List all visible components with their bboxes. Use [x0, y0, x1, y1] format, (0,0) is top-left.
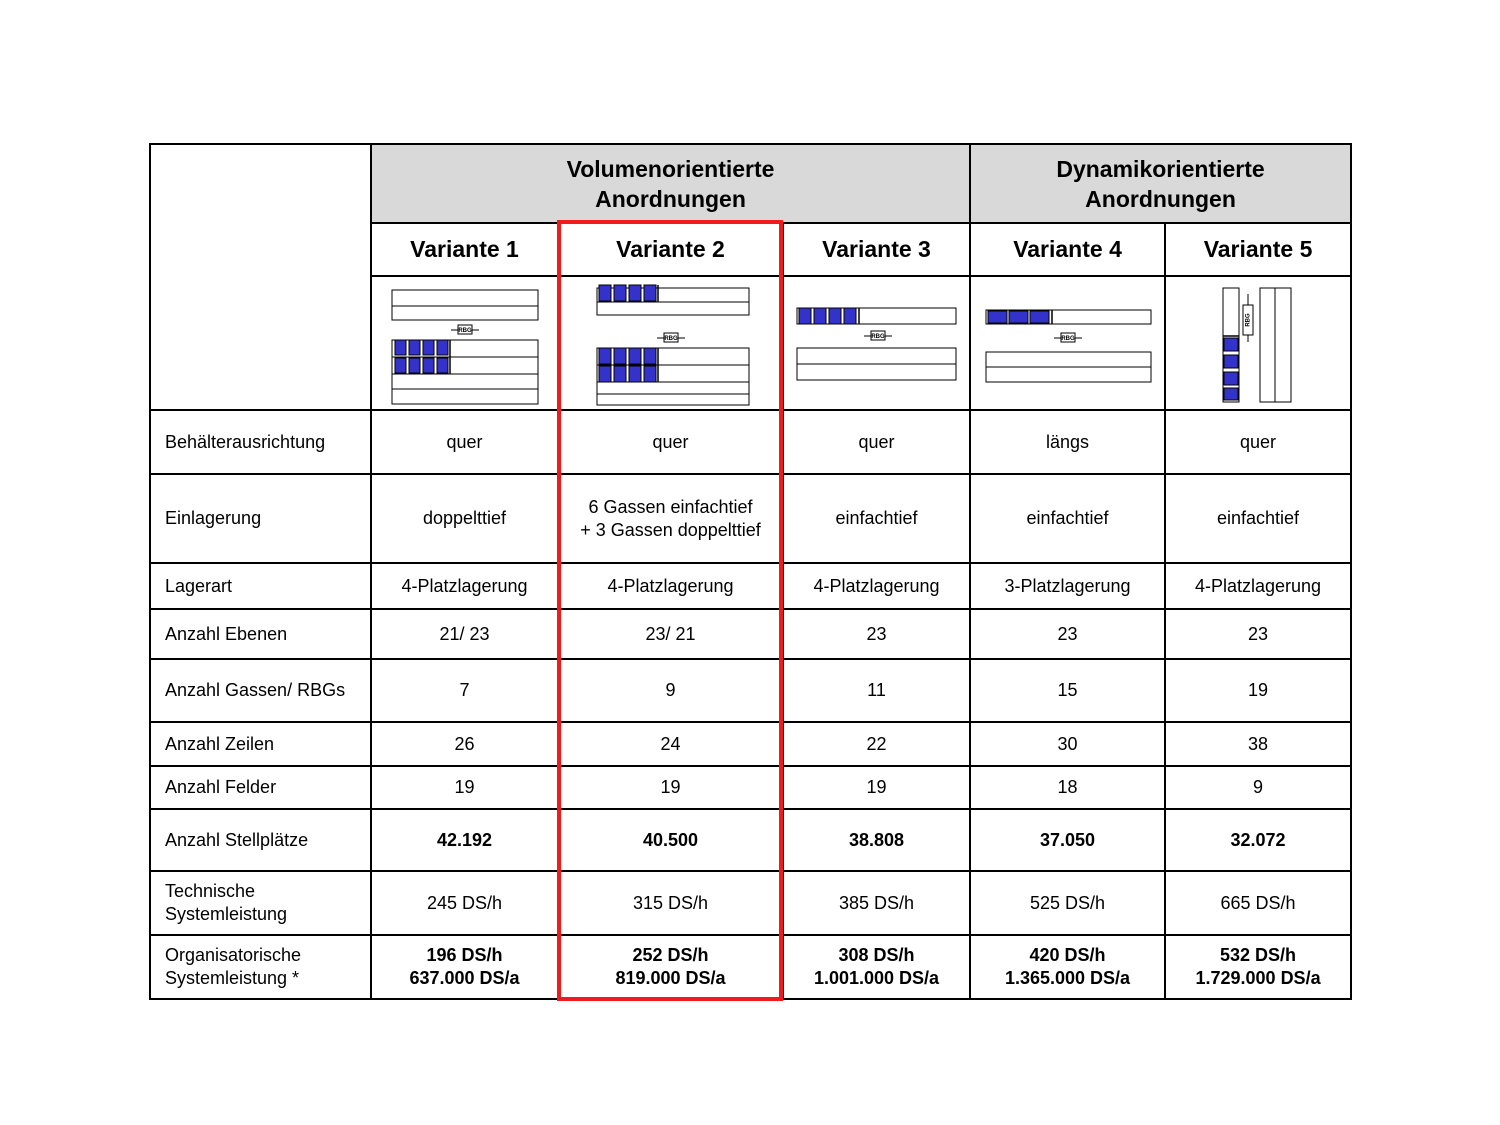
- row-label-behaelterausrichtung: Behälterausrichtung: [150, 410, 371, 474]
- cell-einlagerung-2: 6 Gassen einfachtief + 3 Gassen doppelttief: [558, 474, 783, 563]
- cell-anzahl-stellplaetze-4: 37.050: [970, 809, 1165, 871]
- cell-anzahl-zeilen-5: 38: [1165, 722, 1351, 766]
- cell-anzahl-gassen-3: 11: [783, 659, 970, 722]
- cell-anzahl-felder-2: 19: [558, 766, 783, 809]
- cell-organisatorische-systemleistung-4: 420 DS/h 1.365.000 DS/a: [970, 935, 1165, 999]
- cell-anzahl-stellplaetze-3: 38.808: [783, 809, 970, 871]
- row-label-anzahl-stellplaetze: Anzahl Stellplätze: [150, 809, 371, 871]
- cell-behaelterausrichtung-4: längs: [970, 410, 1165, 474]
- cell-anzahl-zeilen-3: 22: [783, 722, 970, 766]
- cell-anzahl-stellplaetze-2: 40.500: [558, 809, 783, 871]
- row-label-anzahl-zeilen: Anzahl Zeilen: [150, 722, 371, 766]
- cell-anzahl-ebenen-4: 23: [970, 609, 1165, 659]
- corner-cell: [150, 144, 371, 410]
- cell-anzahl-zeilen-4: 30: [970, 722, 1165, 766]
- rbg-label: RBG: [1060, 336, 1075, 342]
- cell-anzahl-ebenen-1: 21/ 23: [371, 609, 558, 659]
- cell-anzahl-ebenen-2: 23/ 21: [558, 609, 783, 659]
- row-label-anzahl-ebenen: Anzahl Ebenen: [150, 609, 371, 659]
- cell-einlagerung-5: einfachtief: [1165, 474, 1351, 563]
- row-label-anzahl-gassen: Anzahl Gassen/ RBGs: [150, 659, 371, 722]
- rack-layout-diagram-5: [1168, 280, 1348, 406]
- cell-lagerart-3: 4-Platzlagerung: [783, 563, 970, 609]
- comparison-table: [149, 143, 1352, 1000]
- layout-diagram-1: [371, 276, 558, 410]
- cell-technische-systemleistung-2: 315 DS/h: [558, 871, 783, 935]
- cell-behaelterausrichtung-3: quer: [783, 410, 970, 474]
- cell-einlagerung-4: einfachtief: [970, 474, 1165, 563]
- cell-anzahl-gassen-5: 19: [1165, 659, 1351, 722]
- rack-layout-diagram-4: [978, 280, 1158, 406]
- rbg-label: RBG: [870, 334, 885, 340]
- cell-anzahl-zeilen-2: 24: [558, 722, 783, 766]
- rack-layout-diagram-2: [591, 280, 751, 406]
- cell-lagerart-2: 4-Platzlagerung: [558, 563, 783, 609]
- cell-behaelterausrichtung-1: quer: [371, 410, 558, 474]
- cell-anzahl-gassen-2: 9: [558, 659, 783, 722]
- variant-header-5: Variante 5: [1165, 223, 1351, 276]
- cell-anzahl-gassen-4: 15: [970, 659, 1165, 722]
- cell-anzahl-stellplaetze-1: 42.192: [371, 809, 558, 871]
- cell-anzahl-felder-1: 19: [371, 766, 558, 809]
- cell-anzahl-felder-5: 9: [1165, 766, 1351, 809]
- cell-anzahl-ebenen-3: 23: [783, 609, 970, 659]
- layout-diagram-2: [558, 276, 783, 410]
- cell-anzahl-ebenen-5: 23: [1165, 609, 1351, 659]
- cell-organisatorische-systemleistung-1: 196 DS/h 637.000 DS/a: [371, 935, 558, 999]
- cell-technische-systemleistung-3: 385 DS/h: [783, 871, 970, 935]
- row-label-einlagerung: Einlagerung: [150, 474, 371, 563]
- cell-lagerart-4: 3-Platzlagerung: [970, 563, 1165, 609]
- rbg-label: RBG: [1245, 313, 1252, 327]
- cell-anzahl-felder-4: 18: [970, 766, 1165, 809]
- cell-organisatorische-systemleistung-5: 532 DS/h 1.729.000 DS/a: [1165, 935, 1351, 999]
- variant-header-4: Variante 4: [970, 223, 1165, 276]
- rbg-label: RBG: [663, 336, 678, 342]
- cell-technische-systemleistung-4: 525 DS/h: [970, 871, 1165, 935]
- rack-layout-diagram-1: [385, 280, 545, 406]
- rbg-label: RBG: [457, 328, 472, 334]
- cell-einlagerung-1: doppelttief: [371, 474, 558, 563]
- rack-layout-diagram-3: [792, 280, 962, 406]
- row-label-organisatorische-systemleistung: Organisatorische Systemleistung *: [150, 935, 371, 999]
- cell-anzahl-stellplaetze-5: 32.072: [1165, 809, 1351, 871]
- variant-header-1: Variante 1: [371, 223, 558, 276]
- cell-organisatorische-systemleistung-2: 252 DS/h 819.000 DS/a: [558, 935, 783, 999]
- layout-diagram-4: [970, 276, 1165, 410]
- row-label-lagerart: Lagerart: [150, 563, 371, 609]
- layout-diagram-5: [1165, 276, 1351, 410]
- cell-organisatorische-systemleistung-3: 308 DS/h 1.001.000 DS/a: [783, 935, 970, 999]
- variant-header-2: Variante 2: [558, 223, 783, 276]
- group-header-dynamic: Dynamikorientierte Anordnungen: [970, 144, 1351, 223]
- cell-lagerart-5: 4-Platzlagerung: [1165, 563, 1351, 609]
- cell-anzahl-zeilen-1: 26: [371, 722, 558, 766]
- row-label-anzahl-felder: Anzahl Felder: [150, 766, 371, 809]
- cell-anzahl-felder-3: 19: [783, 766, 970, 809]
- cell-anzahl-gassen-1: 7: [371, 659, 558, 722]
- row-label-technische-systemleistung: Technische Systemleistung: [150, 871, 371, 935]
- cell-behaelterausrichtung-5: quer: [1165, 410, 1351, 474]
- cell-technische-systemleistung-5: 665 DS/h: [1165, 871, 1351, 935]
- cell-lagerart-1: 4-Platzlagerung: [371, 563, 558, 609]
- layout-diagram-3: [783, 276, 970, 410]
- cell-behaelterausrichtung-2: quer: [558, 410, 783, 474]
- cell-technische-systemleistung-1: 245 DS/h: [371, 871, 558, 935]
- cell-einlagerung-3: einfachtief: [783, 474, 970, 563]
- group-header-volume: Volumenorientierte Anordnungen: [371, 144, 970, 223]
- variant-header-3: Variante 3: [783, 223, 970, 276]
